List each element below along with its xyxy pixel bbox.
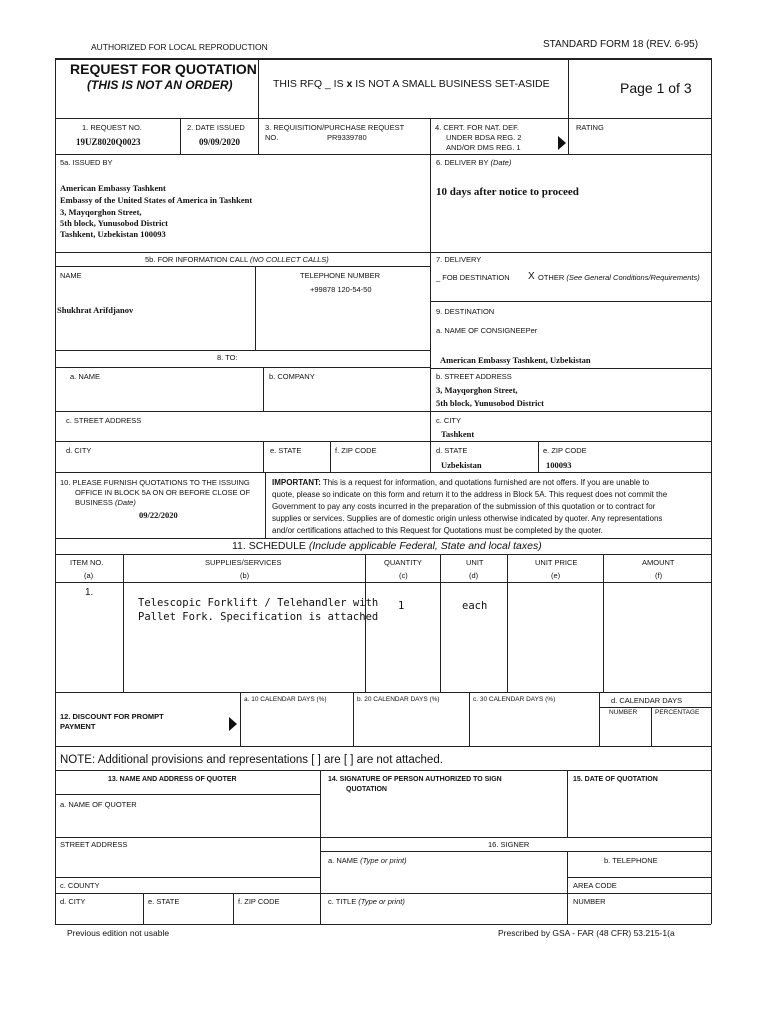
rule-disc-e xyxy=(651,707,652,746)
page-indicator: Page 1 of 3 xyxy=(620,80,692,96)
contact-name-value: Shukhrat Arifdjanov xyxy=(57,305,134,315)
rule-info-split xyxy=(255,266,256,350)
discount-label: 12. DISCOUNT FOR PROMPT xyxy=(60,712,164,721)
quoter-zip-label: f. ZIP CODE xyxy=(238,897,280,906)
rule-page-split xyxy=(568,58,569,154)
rule-sch-e xyxy=(603,554,604,692)
signer-name-label: a. NAME (Type or print) xyxy=(328,856,407,865)
to-street-label: c. STREET ADDRESS xyxy=(66,416,142,425)
to-company-label: b. COMPANY xyxy=(269,372,315,381)
discount-percentage: PERCENTAGE xyxy=(655,709,700,716)
other-checkmark: X xyxy=(528,271,535,282)
set-aside-statement: THIS RFQ _ IS x IS NOT A SMALL BUSINESS SET-ASIDE xyxy=(273,78,550,90)
col-sub-d: (d) xyxy=(469,571,479,580)
rule-issued xyxy=(55,252,711,253)
rule-disc-c xyxy=(469,692,470,746)
quoter-street-label: STREET ADDRESS xyxy=(60,840,128,849)
rule-q-b xyxy=(567,770,568,837)
furnish-date: 09/22/2020 xyxy=(139,510,178,520)
discount-10-days: a. 10 CALENDAR DAYS (%) xyxy=(244,696,327,703)
rule-furnish xyxy=(265,472,266,538)
item-quantity: 1 xyxy=(398,600,405,612)
issued-by-line: 3, Mayqorghon Street, xyxy=(60,207,142,217)
to-city-label: d. CITY xyxy=(66,446,92,455)
rule-city-a xyxy=(263,441,264,472)
area-code-label: AREA CODE xyxy=(573,881,617,890)
footer-prescribed: Prescribed by GSA - FAR (48 CFR) 53.215-1(a xyxy=(498,928,675,938)
rule-info-bottom xyxy=(55,350,430,351)
dest-city-label: c. CITY xyxy=(436,416,462,425)
requisition-value: PR9339780 xyxy=(327,133,367,142)
col-item-no: ITEM NO. xyxy=(70,558,104,567)
col-sub-c: (c) xyxy=(399,571,408,580)
rule-telephone xyxy=(567,877,711,878)
rule-cal-days xyxy=(599,707,711,708)
important-notice: quote, please so indicate on this form and return it to the address in Block 5A. This request does not commit the xyxy=(272,490,668,499)
contact-name-label: NAME xyxy=(60,271,82,280)
requisition-no-label: NO. xyxy=(265,133,279,142)
rule-disc-d xyxy=(599,692,600,746)
cert-label-2: UNDER BDSA REG. 2 xyxy=(446,133,522,142)
dest-street-line: 5th block, Yunusobod District xyxy=(436,398,545,408)
rule-q-a xyxy=(320,770,321,924)
rule-consignee xyxy=(430,368,711,369)
rule-title-split xyxy=(258,58,259,154)
quotation-date-label: 15. DATE OF QUOTATION xyxy=(573,776,658,783)
deliver-by-label: 6. DELIVER BY (Date) xyxy=(436,158,512,167)
to-label: 8. TO: xyxy=(217,353,238,362)
item-description-line: Telescopic Forklift / Telehandler with xyxy=(138,597,379,609)
signer-number-label: NUMBER xyxy=(573,897,606,906)
issued-by-line: 5th block, Yunusobod District xyxy=(60,218,169,228)
form-number: STANDARD FORM 18 (REV. 6-95) xyxy=(543,39,699,50)
rule-row1 xyxy=(55,154,711,155)
rule-discount xyxy=(55,746,711,747)
telephone-label: TELEPHONE NUMBER xyxy=(300,271,381,280)
to-zip-label: f. ZIP CODE xyxy=(335,446,377,455)
rating-label: RATING xyxy=(576,123,604,132)
important-notice: Government to pay any costs incurred in the preparation of the submission of this quotation or to contract for xyxy=(272,502,656,511)
form-subtitle: (THIS IS NOT AN ORDER) xyxy=(87,78,233,92)
destination-label: 9. DESTINATION xyxy=(436,307,495,316)
info-call-label: 5b. FOR INFORMATION CALL (NO COLLECT CALLS) xyxy=(145,255,329,264)
rule-bottom xyxy=(55,924,711,925)
date-issued-label: 2. DATE ISSUED xyxy=(187,123,245,132)
rule-important xyxy=(55,538,711,539)
rule-quoter-name xyxy=(55,837,711,838)
to-state-label: e. STATE xyxy=(270,446,302,455)
rule-street xyxy=(55,441,711,442)
cert-arrow-icon xyxy=(558,136,566,150)
important-notice: IMPORTANT: This is a request for information, and quotations furnished are not offers. If you are unable to xyxy=(272,478,650,487)
fob-destination-option: _ FOB DESTINATION xyxy=(436,273,510,282)
rule-q-e xyxy=(233,893,234,924)
form-title: REQUEST FOR QUOTATION xyxy=(70,61,257,77)
col-sub-a: (a) xyxy=(84,571,94,580)
discount-arrow-icon xyxy=(229,717,237,731)
dest-zip-label: e. ZIP CODE xyxy=(543,446,587,455)
issued-by-label: 5a. ISSUED BY xyxy=(60,158,113,167)
deliver-by-value: 10 days after notice to proceed xyxy=(436,186,579,198)
request-no-label: 1. REQUEST NO. xyxy=(82,123,142,132)
rule-left xyxy=(55,58,56,924)
requisition-label: 3. REQUISITION/PURCHASE REQUEST xyxy=(265,123,405,132)
cert-label-3: AND/OR DMS REG. 1 xyxy=(446,143,521,152)
rule-to-split xyxy=(263,367,264,411)
rule-dest-zip xyxy=(538,441,539,472)
rule-county xyxy=(55,893,711,894)
rule-note xyxy=(55,770,711,771)
rule-right xyxy=(711,58,712,924)
rule-delivery xyxy=(430,301,711,302)
dest-zip-value: 100093 xyxy=(546,460,572,470)
dest-state-label: d. STATE xyxy=(436,446,468,455)
rule-sch-c xyxy=(440,554,441,692)
rule-info-head xyxy=(55,266,430,267)
discount-calendar-days: d. CALENDAR DAYS xyxy=(611,696,683,705)
issued-by-line: Tashkent, Uzbekistan 100093 xyxy=(60,229,166,239)
issued-by-line: American Embassy Tashkent xyxy=(60,183,166,193)
important-notice: and/or certifications attached to this Request for Quotations must be completed by the quoter. xyxy=(272,526,603,535)
rule-schedule-body xyxy=(55,692,711,693)
telephone-value: +99878 120-54-50 xyxy=(310,285,372,294)
col-sub-b: (b) xyxy=(240,571,250,580)
rule-disc-a xyxy=(240,692,241,746)
attachment-note: NOTE: Additional provisions and representations [ ] are [ ] are not attached. xyxy=(60,754,443,766)
rule-city xyxy=(55,472,711,473)
rule-disc-b xyxy=(353,692,354,746)
signer-label: 16. SIGNER xyxy=(488,840,530,849)
col-amount: AMOUNT xyxy=(642,558,675,567)
col-sub-e: (e) xyxy=(551,571,561,580)
col-sub-f: (f) xyxy=(655,571,663,580)
signer-telephone-label: b. TELEPHONE xyxy=(604,856,658,865)
quoter-title: 13. NAME AND ADDRESS OF QUOTER xyxy=(108,776,237,783)
item-description-line: Pallet Fork. Specification is attached xyxy=(138,611,379,623)
signature-label: QUOTATION xyxy=(346,786,387,793)
furnish-line: OFFICE IN BLOCK 5A ON OR BEFORE CLOSE OF xyxy=(75,488,251,497)
issued-by-line: Embassy of the United States of America in Tashkent xyxy=(60,195,253,205)
quoter-county-label: c. COUNTY xyxy=(60,881,100,890)
dest-street-line: 3, Mayqorghon Street, xyxy=(436,385,518,395)
dest-city-value: Tashkent xyxy=(441,429,475,439)
item-unit: each xyxy=(462,600,488,612)
request-no-value: 19UZ8020Q0023 xyxy=(76,137,141,147)
to-name-label: a. NAME xyxy=(70,372,101,381)
signature-label: 14. SIGNATURE OF PERSON AUTHORIZED TO SIGN xyxy=(328,776,502,783)
quoter-state-label: e. STATE xyxy=(148,897,180,906)
delivery-label: 7. DELIVERY xyxy=(436,255,482,264)
discount-number: NUMBER xyxy=(609,709,638,716)
rule-signer xyxy=(320,851,711,852)
discount-20-days: b. 20 CALENDAR DAYS (%) xyxy=(357,696,440,703)
date-issued-value: 09/09/2020 xyxy=(199,137,241,147)
furnish-line: BUSINESS (Date) xyxy=(75,498,136,507)
rule-to-head xyxy=(55,367,430,368)
rule-mid xyxy=(430,118,431,472)
signer-title-label: c. TITLE (Type or print) xyxy=(328,897,405,906)
rule-title-bottom xyxy=(55,118,711,119)
rule-city-b xyxy=(330,441,331,472)
furnish-line: 10. PLEASE FURNISH QUOTATIONS TO THE ISSUING xyxy=(60,478,250,487)
rule-schedule-title xyxy=(55,554,711,555)
rule-r1-a xyxy=(180,118,181,154)
dest-street-label: b. STREET ADDRESS xyxy=(436,372,512,381)
col-unit: UNIT xyxy=(466,558,484,567)
rule-quoter-street xyxy=(55,877,320,878)
rule-sch-d xyxy=(507,554,508,692)
dest-state-value: Uzbekistan xyxy=(441,460,482,470)
consignee-label: a. NAME OF CONSIGNEEPer xyxy=(436,326,538,335)
schedule-title: 11. SCHEDULE (Include applicable Federal, State and local taxes) xyxy=(232,540,542,552)
reproduction-note: AUTHORIZED FOR LOCAL REPRODUCTION xyxy=(91,42,268,52)
col-unit-price: UNIT PRICE xyxy=(535,558,578,567)
footer-edition-note: Previous edition not usable xyxy=(67,928,170,938)
quoter-city-label: d. CITY xyxy=(60,897,86,906)
important-notice: supplies or services. Supplies are of domestic origin unless otherwise indicated by quoter. Any representations xyxy=(272,514,663,523)
rule-top xyxy=(55,58,711,60)
discount-label: PAYMENT xyxy=(60,722,96,731)
item-number: 1. xyxy=(85,587,94,598)
rule-q-d xyxy=(143,893,144,924)
col-quantity: QUANTITY xyxy=(384,558,422,567)
rule-name-company xyxy=(55,411,711,412)
col-supplies: SUPPLIES/SERVICES xyxy=(205,558,282,567)
rule-sch-a xyxy=(123,554,124,692)
discount-30-days: c. 30 CALENDAR DAYS (%) xyxy=(473,696,556,703)
other-option: OTHER (See General Conditions/Requirements) xyxy=(538,273,700,282)
rule-q-c xyxy=(567,851,568,924)
rule-sch-b xyxy=(365,554,366,692)
rule-quoter-head xyxy=(55,794,320,795)
quoter-name-label: a. NAME OF QUOTER xyxy=(60,800,137,809)
cert-label-1: 4. CERT. FOR NAT. DEF. xyxy=(435,123,519,132)
rule-schedule-head xyxy=(55,582,711,583)
consignee-value: American Embassy Tashkent, Uzbekistan xyxy=(440,355,591,365)
